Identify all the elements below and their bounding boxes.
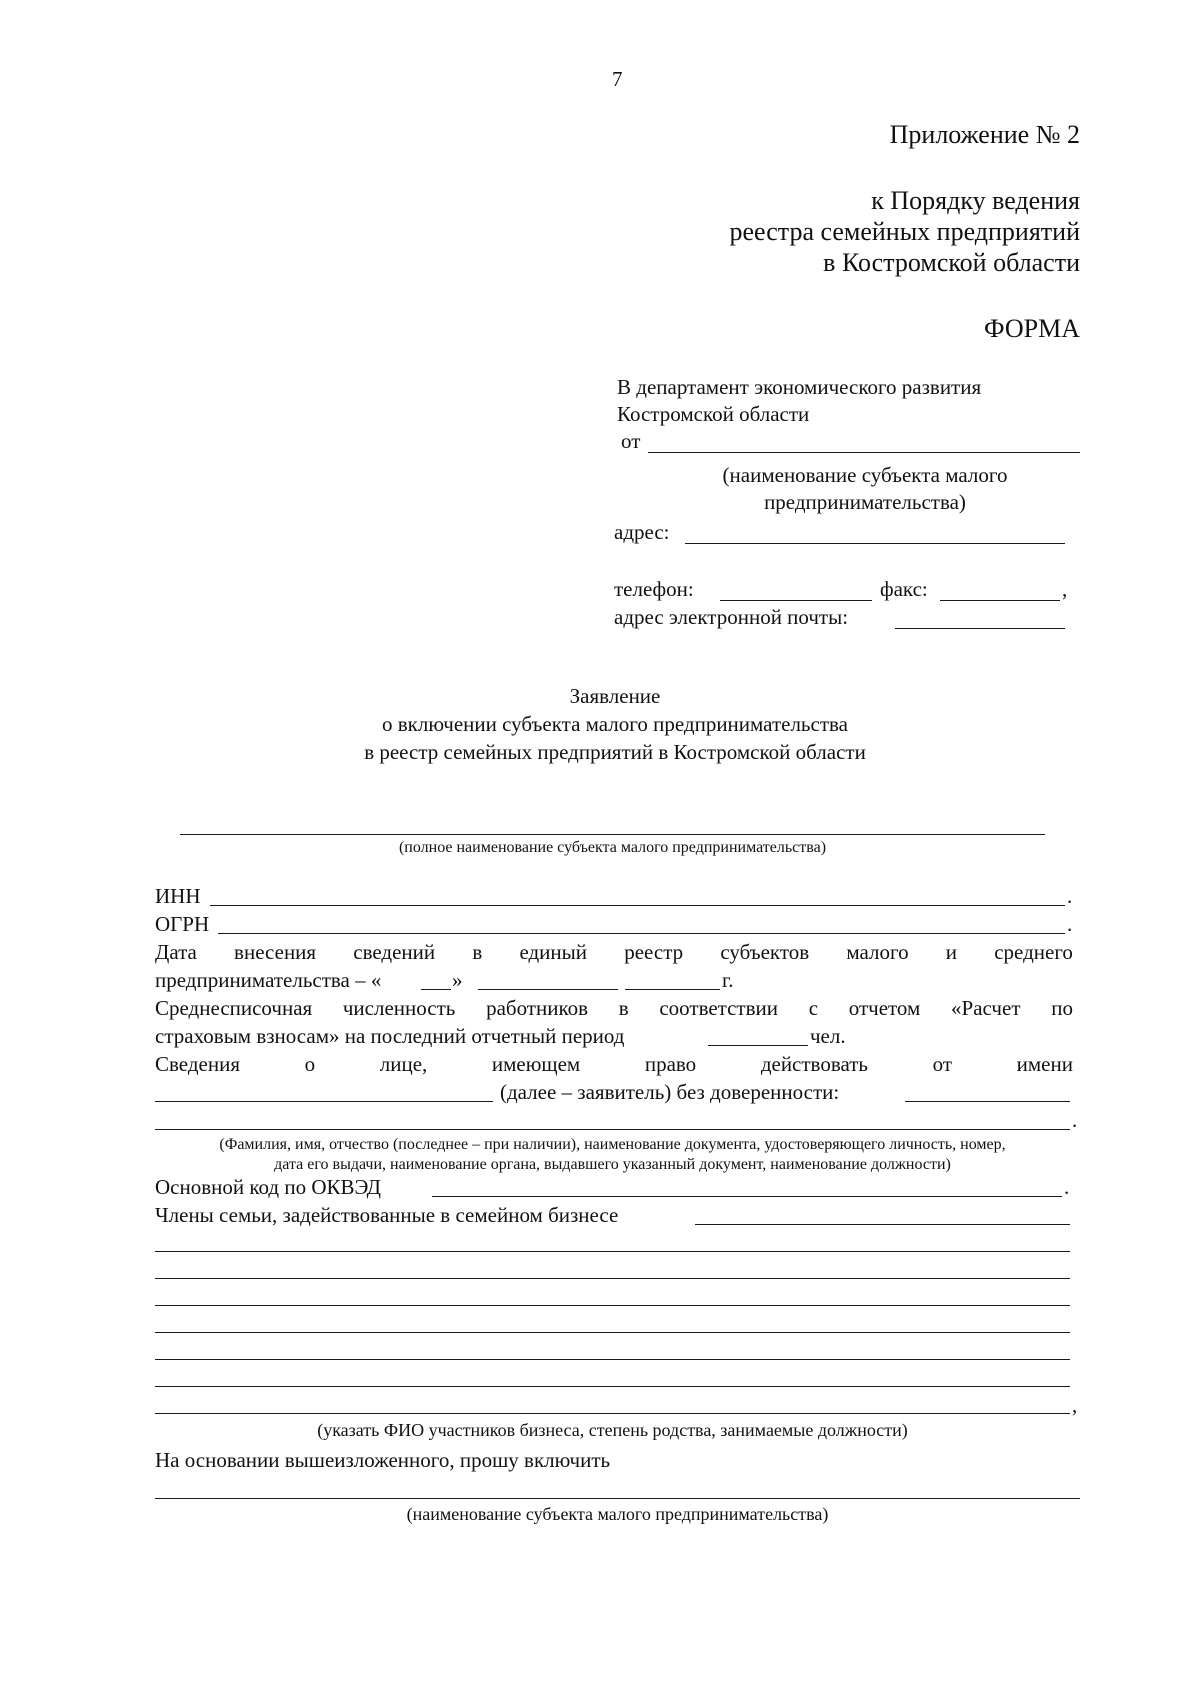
family-comma: , bbox=[1072, 1393, 1078, 1417]
word: работников bbox=[486, 996, 589, 1020]
word: Среднесписочная bbox=[155, 996, 313, 1020]
word: имени bbox=[1016, 1052, 1073, 1076]
word: имеющем bbox=[491, 1052, 581, 1076]
from-caption-1: (наименование субъекта малого bbox=[722, 463, 1008, 487]
ogrn-dot: . bbox=[1067, 912, 1073, 936]
word: реестр bbox=[624, 940, 684, 964]
word: Дата bbox=[155, 940, 197, 964]
word: право bbox=[644, 1052, 697, 1076]
person-row-1 bbox=[155, 1051, 1073, 1078]
word: сведений bbox=[353, 940, 436, 964]
word: субъектов bbox=[720, 940, 810, 964]
okved-field[interactable] bbox=[432, 1196, 1062, 1197]
full-name-caption: (полное наименование субъекта малого предпринимательства) bbox=[398, 839, 827, 856]
family-field-5[interactable] bbox=[155, 1332, 1070, 1333]
headcount-row-1 bbox=[155, 995, 1073, 1022]
addressee-line-1: В департамент экономического развития bbox=[617, 375, 982, 399]
word: в bbox=[618, 996, 629, 1020]
family-field-4[interactable] bbox=[155, 1305, 1070, 1306]
full-name-field[interactable] bbox=[180, 834, 1045, 835]
family-field-3[interactable] bbox=[155, 1278, 1070, 1279]
ogrn-label: ОГРН bbox=[155, 912, 210, 936]
statement-title: Заявление bbox=[569, 684, 661, 708]
headcount-row-2-start: страховым взносам» на последний отчетный период bbox=[155, 1024, 625, 1048]
headcount-field[interactable] bbox=[708, 1045, 808, 1046]
word: о bbox=[304, 1052, 316, 1076]
word: с bbox=[808, 996, 819, 1020]
date-entry-row-2-start: предпринимательства – « bbox=[155, 968, 382, 992]
family-field-1[interactable] bbox=[695, 1224, 1070, 1225]
word: численность bbox=[342, 996, 456, 1020]
email-label: адрес электронной почты: bbox=[614, 605, 849, 629]
ogrn-field[interactable] bbox=[218, 933, 1065, 934]
procedure-line-3: в Костромской области bbox=[823, 248, 1080, 277]
from-caption-2: предпринимательства) bbox=[764, 490, 966, 514]
person-authority-field[interactable] bbox=[155, 1101, 493, 1102]
okved-label: Основной код по ОКВЭД bbox=[155, 1175, 381, 1199]
inn-dot: . bbox=[1067, 884, 1073, 908]
person-caption-2: дата его выдачи, наименование органа, выдавшего указанный документ, наименование должности) bbox=[274, 1156, 951, 1173]
okved-dot: . bbox=[1064, 1175, 1070, 1199]
word: единый bbox=[519, 940, 588, 964]
from-label: от bbox=[621, 429, 641, 453]
page-number: 7 bbox=[612, 67, 623, 91]
word: малого bbox=[846, 940, 909, 964]
family-field-6[interactable] bbox=[155, 1359, 1070, 1360]
person-details-field-1[interactable] bbox=[905, 1101, 1070, 1102]
word: соответствии bbox=[659, 996, 779, 1020]
date-year-field[interactable] bbox=[625, 989, 720, 990]
word: лице, bbox=[379, 1052, 428, 1076]
statement-subtitle-1: о включении субъекта малого предпринимательства bbox=[382, 712, 848, 736]
word: отчетом bbox=[848, 996, 921, 1020]
word: «Расчет bbox=[951, 996, 1021, 1020]
fax-comma: , bbox=[1062, 577, 1068, 601]
phone-label: телефон: bbox=[614, 577, 694, 601]
headcount-unit: чел. bbox=[810, 1024, 846, 1048]
from-field[interactable] bbox=[648, 452, 1080, 453]
request-entity-field[interactable] bbox=[155, 1498, 1080, 1499]
phone-field[interactable] bbox=[720, 600, 872, 601]
family-field-8[interactable] bbox=[155, 1413, 1070, 1414]
address-label: адрес: bbox=[614, 520, 670, 544]
request-text: На основании вышеизложенного, прошу включить bbox=[155, 1448, 611, 1472]
word: среднего bbox=[994, 940, 1073, 964]
person-dot: . bbox=[1072, 1108, 1078, 1132]
date-quote-close: » bbox=[452, 968, 463, 992]
inn-field[interactable] bbox=[210, 905, 1065, 906]
statement-subtitle-2: в реестр семейных предприятий в Костромской области bbox=[364, 740, 866, 764]
fax-field[interactable] bbox=[940, 600, 1060, 601]
address-field[interactable] bbox=[685, 543, 1065, 544]
person-caption-1: (Фамилия, имя, отчество (последнее – при наличии), наименование документа, удостоверяющего личность, номер, bbox=[219, 1136, 1006, 1153]
family-caption: (указать ФИО участников бизнеса, степень родства, занимаемые должности) bbox=[317, 1420, 908, 1440]
word: в bbox=[472, 940, 483, 964]
email-field[interactable] bbox=[895, 628, 1065, 629]
word: действовать bbox=[760, 1052, 868, 1076]
appendix-title: Приложение № 2 bbox=[889, 120, 1080, 149]
form-label: ФОРМА bbox=[984, 314, 1080, 343]
date-entry-row-1 bbox=[155, 939, 1073, 966]
procedure-line-1: к Порядку ведения bbox=[871, 186, 1080, 215]
family-label: Члены семьи, задействованные в семейном бизнесе bbox=[155, 1203, 619, 1227]
word: от bbox=[932, 1052, 953, 1076]
word: по bbox=[1051, 996, 1073, 1020]
fax-label: факс: bbox=[880, 577, 928, 601]
word: Сведения bbox=[155, 1052, 240, 1076]
word: и bbox=[945, 940, 958, 964]
word: внесения bbox=[234, 940, 317, 964]
family-field-2[interactable] bbox=[155, 1251, 1070, 1252]
inn-label: ИНН bbox=[155, 884, 201, 908]
date-year-suffix: г. bbox=[722, 968, 734, 992]
date-month-field[interactable] bbox=[478, 989, 618, 990]
procedure-line-2: реестра семейных предприятий bbox=[729, 217, 1080, 246]
family-field-7[interactable] bbox=[155, 1386, 1070, 1387]
addressee-line-2: Костромской области bbox=[617, 402, 810, 426]
date-day-field[interactable] bbox=[421, 989, 451, 990]
request-caption: (наименование субъекта малого предпринимательства) bbox=[406, 1504, 829, 1524]
person-details-field-2[interactable] bbox=[155, 1129, 1070, 1130]
person-row-2-text: (далее – заявитель) без доверенности: bbox=[500, 1080, 840, 1104]
